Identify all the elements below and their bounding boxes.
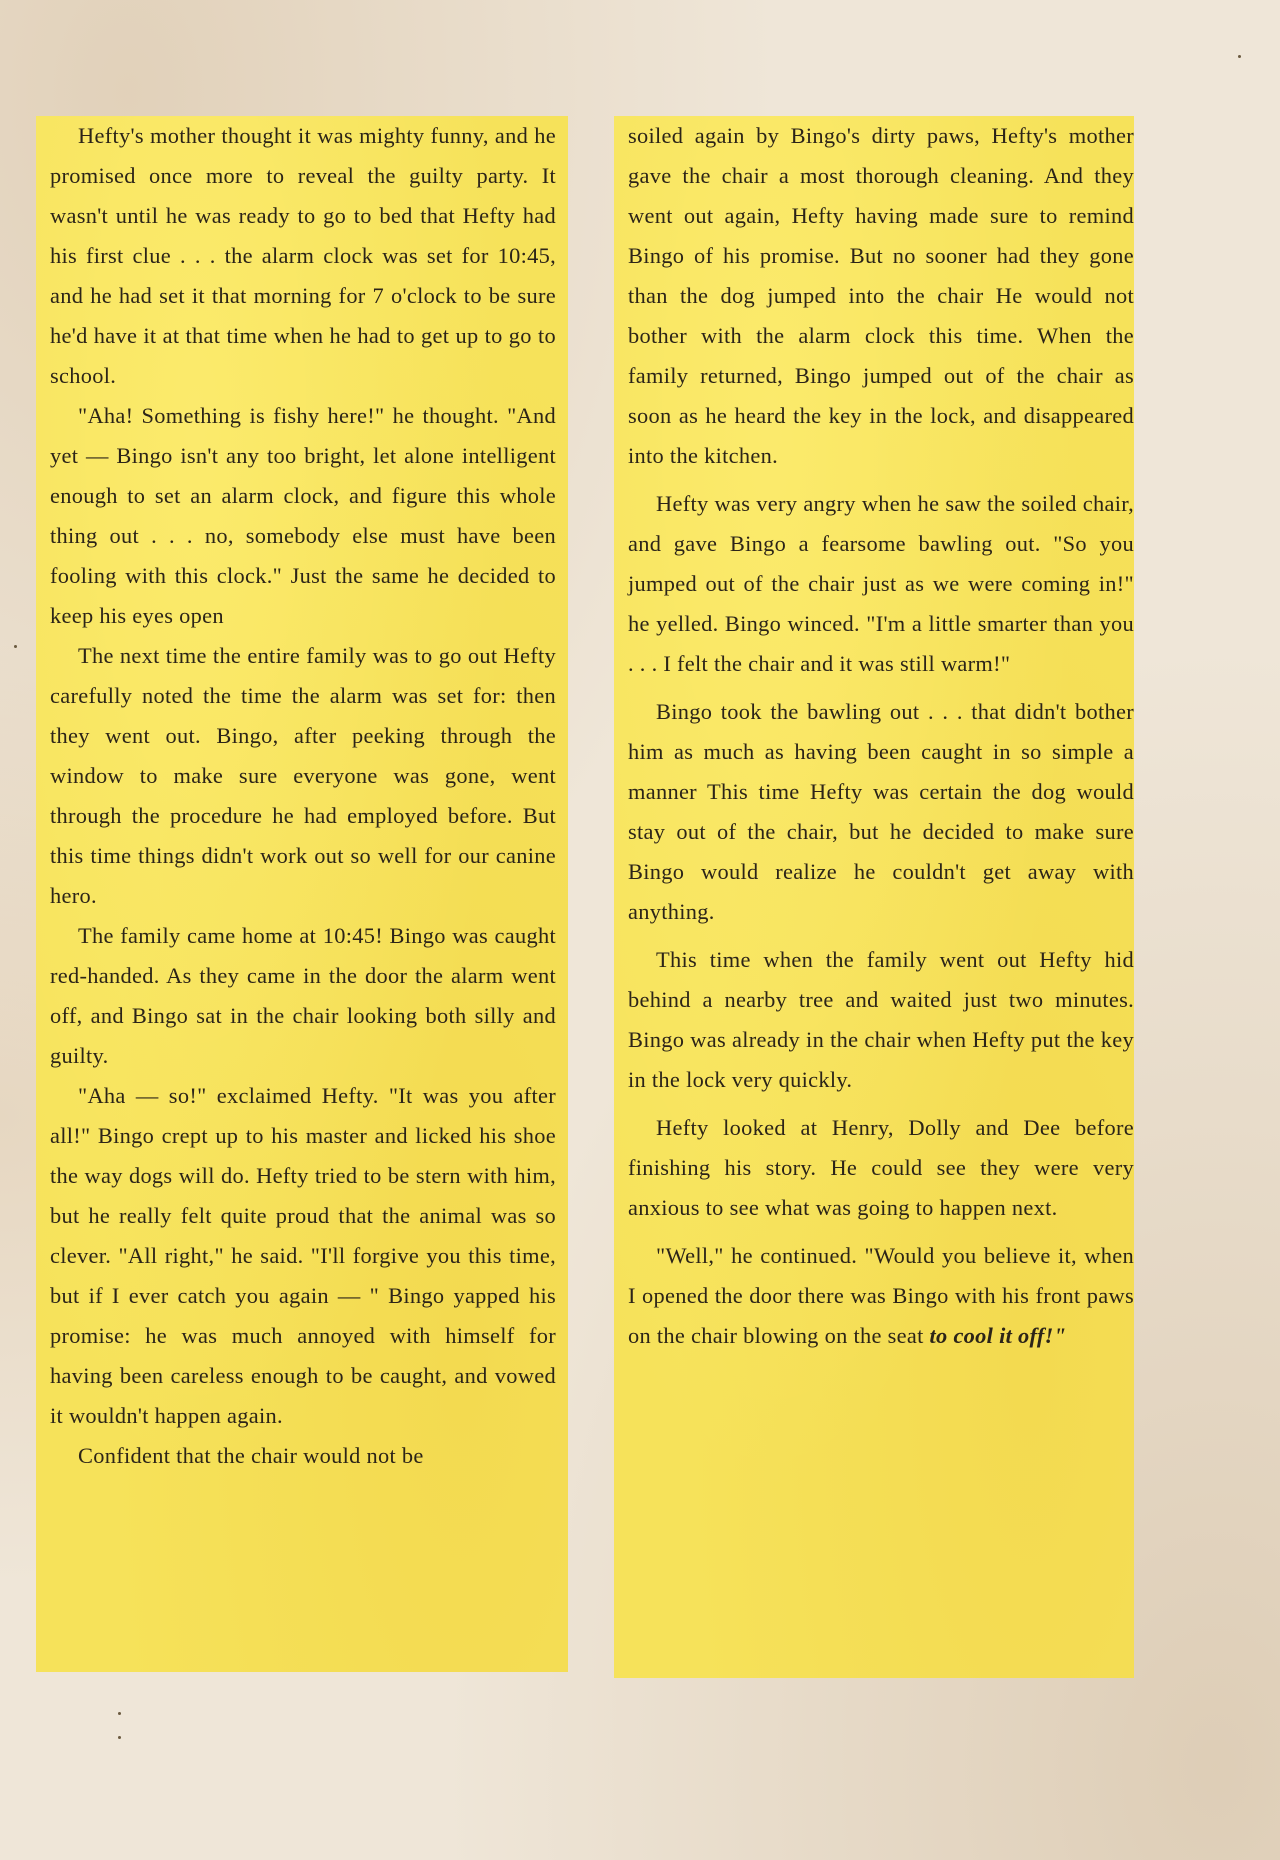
final-paragraph [628, 1236, 1134, 1356]
right-text-column [614, 116, 1134, 1678]
paragraph: "Aha! Something is fishy here!" he thought. "And yet — Bingo isn't any too bright, let alone intelligent enough to set an alarm clock, and figure this whole thing out . . . no, somebody else must have been fooling with this clock." Just the same he decided to keep his eyes open [50, 403, 556, 628]
paragraph: soiled again by Bingo's dirty paws, Hefty's mother gave the chair a most thorough cleaning. And they went out again, Hefty having made sure to remind Bingo of his promise. But no sooner had they gone than the dog jumped into the chair He would not bother with the alarm clock this time. When the family returned, Bingo jumped out of the chair as soon as he heard the key in the lock, and disappeared into the kitchen. [628, 123, 1134, 468]
paragraph: Confident that the chair would not be [78, 1443, 424, 1468]
final-paragraph-emphasis: to cool it off!" [929, 1323, 1067, 1348]
paragraph: Bingo took the bawling out . . . that didn't bother him as much as having been caught in so simple a manner This time Hefty was certain the dog would stay out of the chair, but he decided to make sure Bingo would realize he couldn't get away with anything. [628, 699, 1134, 924]
left-text-column [36, 116, 568, 1672]
paper-speck [14, 645, 17, 648]
paragraph: This time when the family went out Hefty hid behind a nearby tree and waited just two minutes. Bingo was already in the chair when Hefty put the key in the lock very quickly. [628, 947, 1134, 1092]
paragraph: The next time the entire family was to go out Hefty carefully noted the time the alarm was set for: then they went out. Bingo, after peeking through the window to make sure everyone was gone, went through the procedure he had employed before. But this time things didn't work out so well for our canine hero. [50, 643, 556, 908]
final-paragraph-text: "Well," he continued. "Would you believe it, when I opened the door there was Bingo with his front paws on the chair blowing on the seat [628, 1243, 1134, 1348]
paragraph: Hefty looked at Henry, Dolly and Dee before finishing his story. He could see they were very anxious to see what was going to happen next. [628, 1115, 1134, 1220]
paper-speck [118, 1712, 121, 1715]
paragraph: Hefty was very angry when he saw the soiled chair, and gave Bingo a fearsome bawling out. "So you jumped out of the chair just as we were coming in!" he yelled. Bingo winced. "I'm a little smarter than you . . . I felt the chair and it was still warm!" [628, 491, 1134, 676]
paper-speck [1238, 55, 1241, 58]
paragraph: The family came home at 10:45! Bingo was caught red-handed. As they came in the door the alarm went off, and Bingo sat in the chair looking both silly and guilty. [50, 923, 556, 1068]
paragraph: Hefty's mother thought it was mighty funny, and he promised once more to reveal the guilty party. It wasn't until he was ready to go to bed that Hefty had his first clue . . . the alarm clock was set for 10:45, and he had set it that morning for 7 o'clock to be sure he'd have it at that time when he had to get up to go to school. [50, 123, 556, 388]
paper-speck [118, 1736, 121, 1739]
paragraph: "Aha — so!" exclaimed Hefty. "It was you after all!" Bingo crept up to his master and licked his shoe the way dogs will do. Hefty tried to be stern with him, but he really felt quite proud that the animal was so clever. "All right," he said. "I'll forgive you this time, but if I ever catch you again — " Bingo yapped his promise: he was much annoyed with himself for having been careless enough to be caught, and vowed it wouldn't happen again. [50, 1083, 556, 1428]
